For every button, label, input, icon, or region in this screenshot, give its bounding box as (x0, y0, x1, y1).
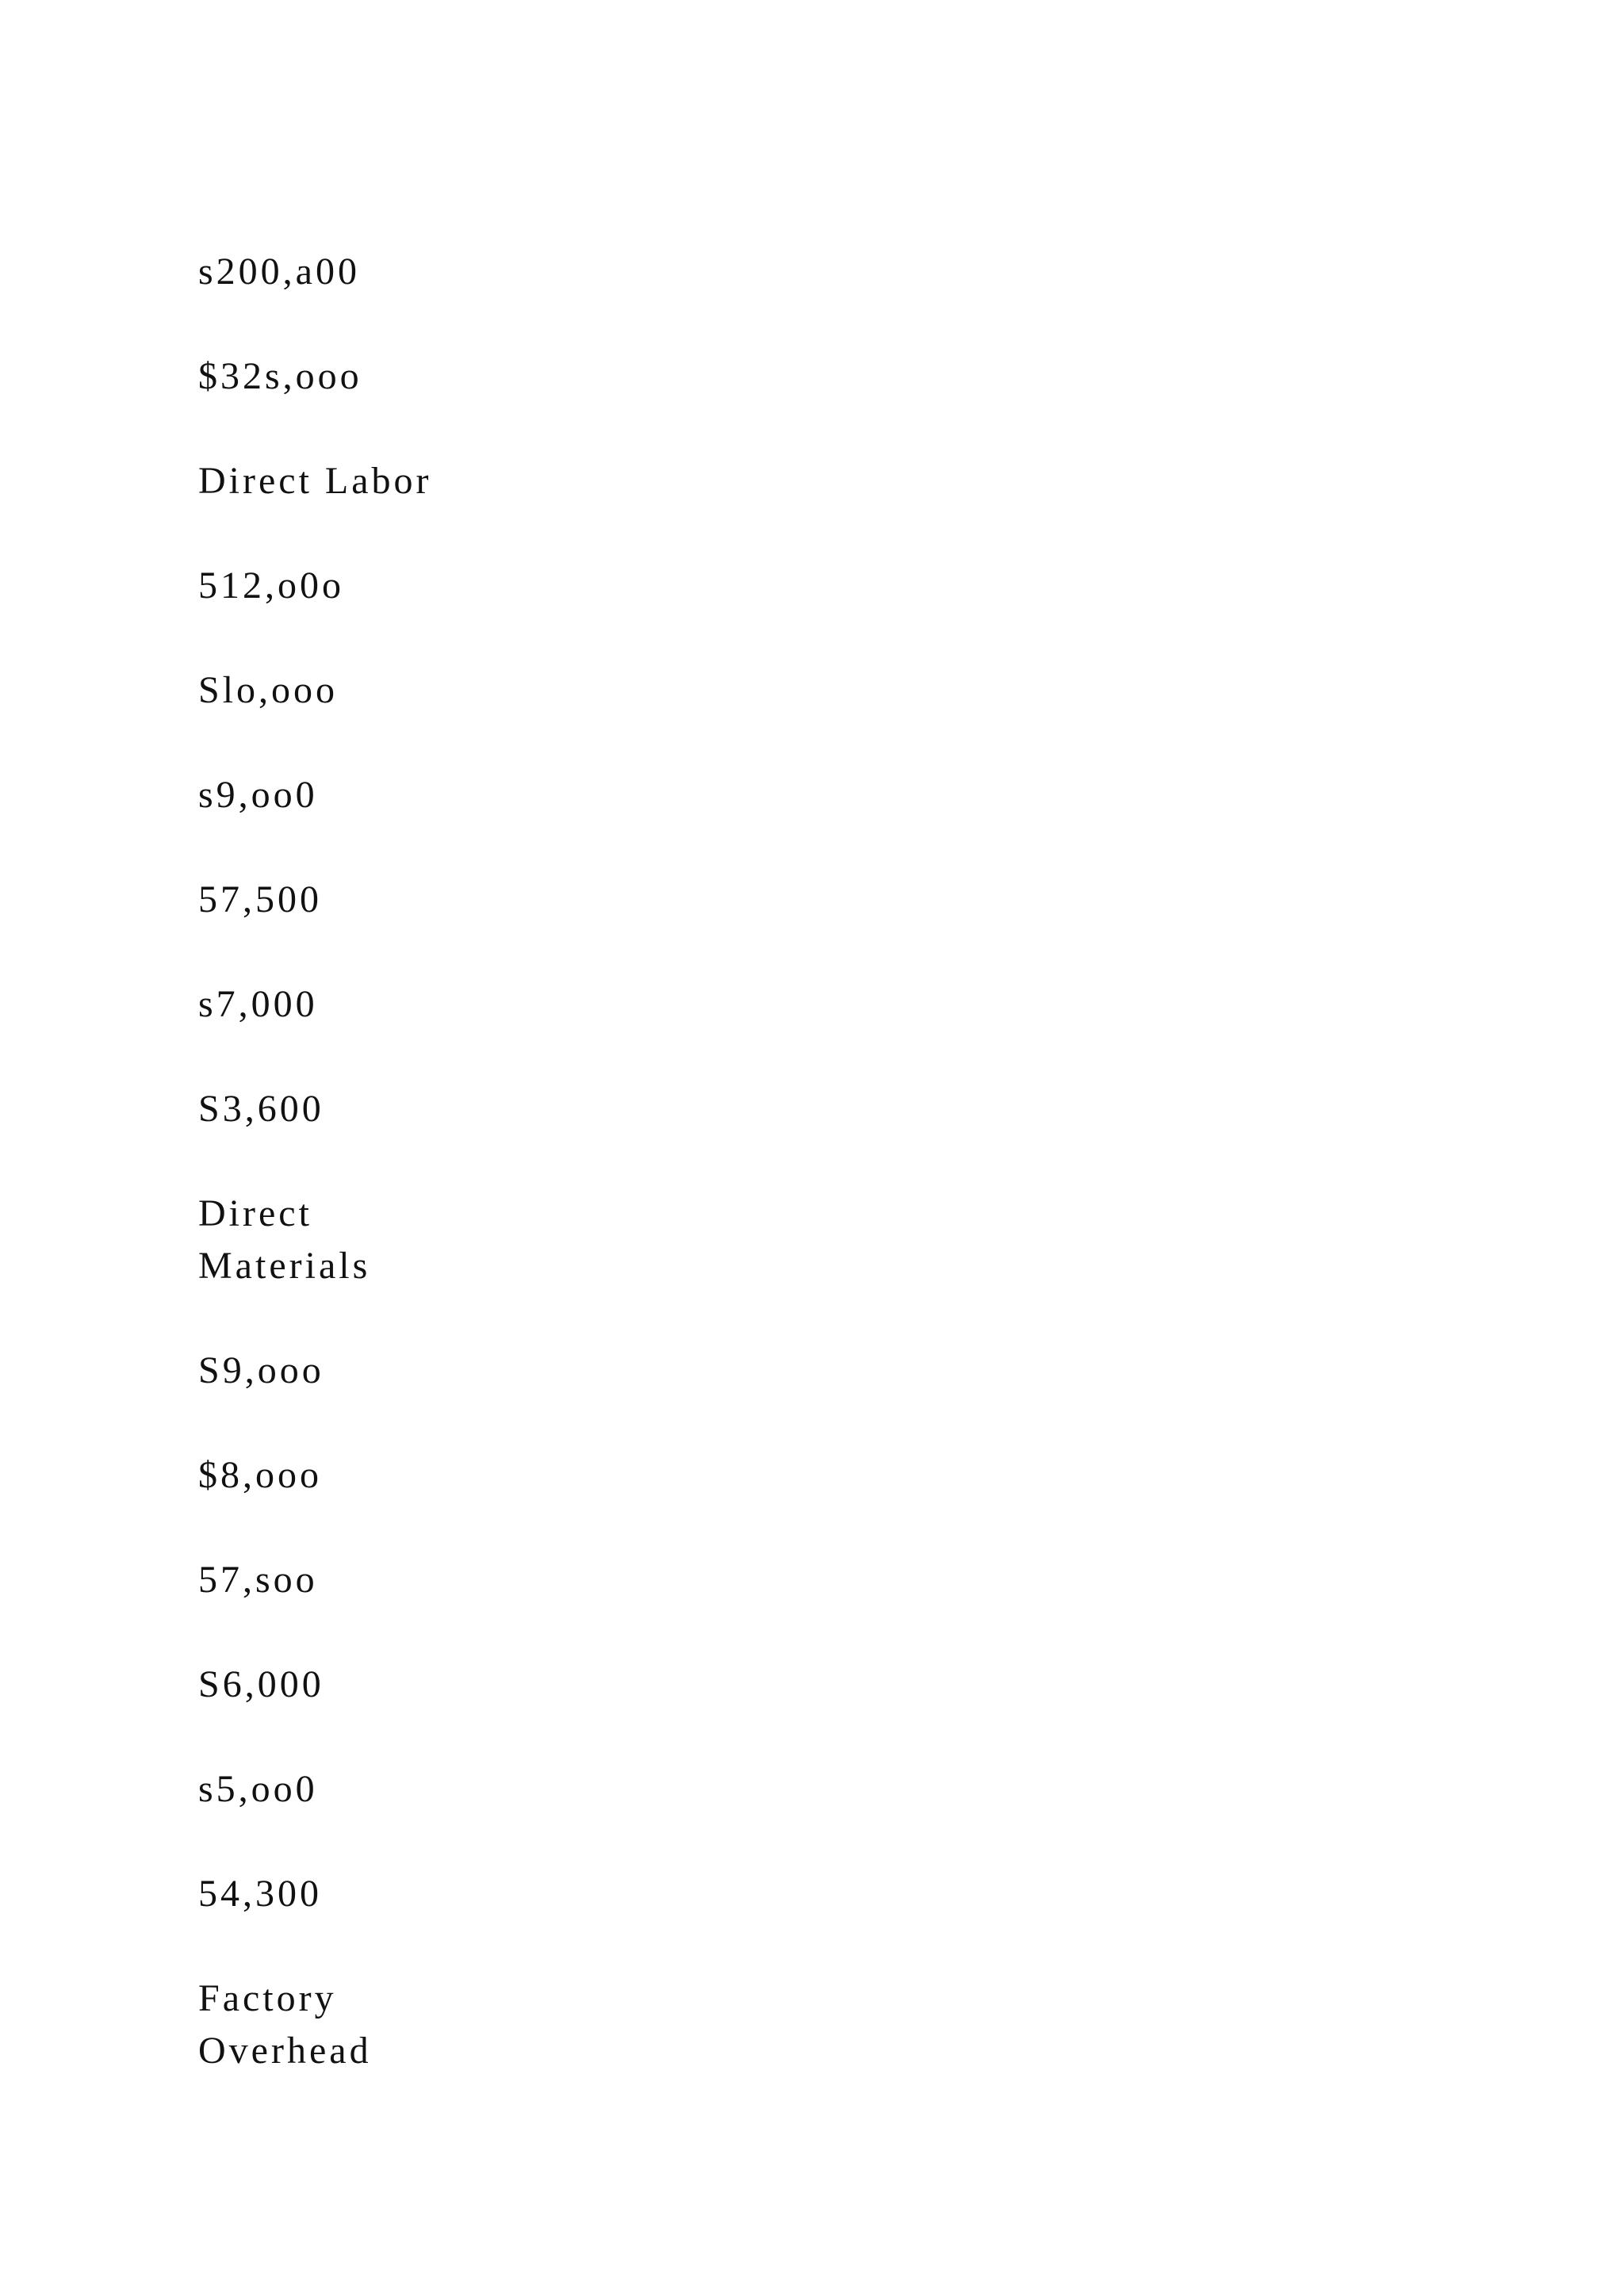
text-line: S9,ooo (198, 1349, 324, 1391)
text-line: 57,soo (198, 1559, 318, 1601)
text-lines (198, 246, 1467, 2130)
text-line: $8,ooo (198, 1454, 322, 1496)
text-line: s9,oo0 (198, 774, 318, 816)
text-line: S6,000 (198, 1663, 324, 1705)
text-line: $32s,ooo (198, 355, 362, 397)
text-line: S3,600 (198, 1088, 324, 1130)
text-line: s7,000 (198, 983, 318, 1025)
text-line: 54,300 (198, 1873, 322, 1915)
text-line: Slo,ooo (198, 669, 339, 711)
text-line: Direct Labor (198, 460, 432, 502)
text-line: Factory Overhead (198, 1977, 372, 2072)
text-line: 57,500 (198, 878, 322, 920)
text-line: Direct Materials (198, 1192, 371, 1287)
text-line: 512,o0o (198, 564, 344, 607)
text-line: s200,a00 (198, 251, 360, 293)
text-line: s5,oo0 (198, 1768, 318, 1810)
